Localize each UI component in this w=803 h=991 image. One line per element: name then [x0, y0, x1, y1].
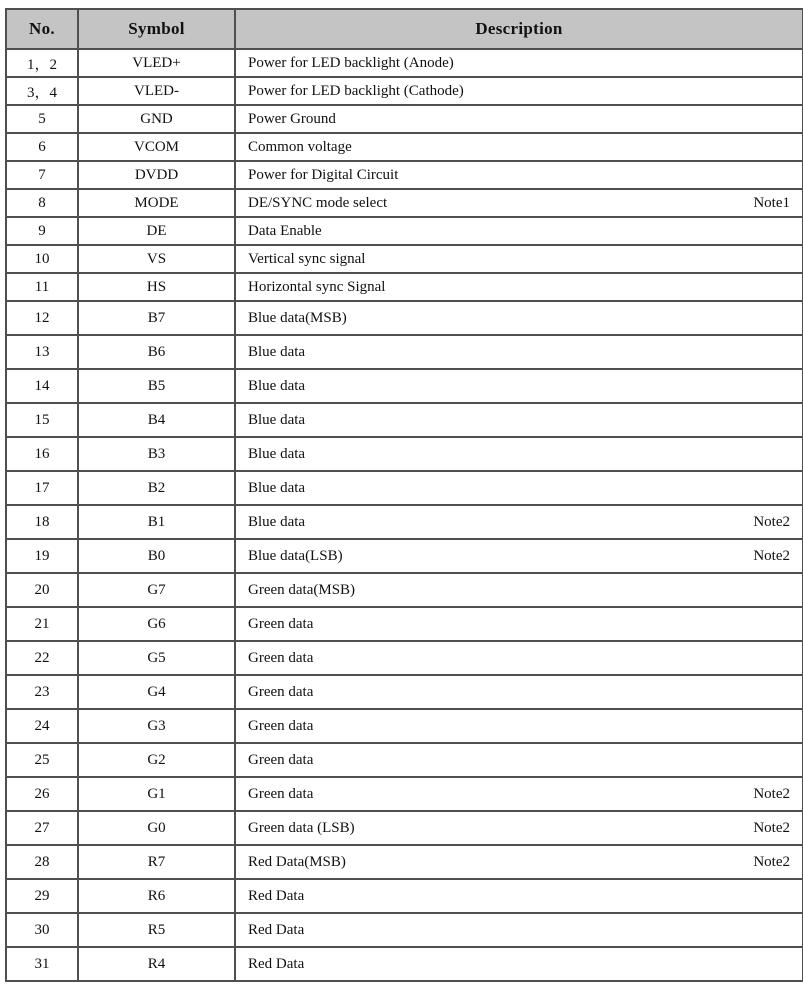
pin-description-text: Green data	[248, 649, 314, 666]
pin-note-reference: Note2	[753, 853, 790, 870]
cell-pin-symbol: HS	[78, 273, 235, 301]
pin-description-text: Red Data	[248, 955, 305, 972]
cell-pin-number: 3，4	[6, 77, 78, 105]
pin-description-text: Horizontal sync Signal	[248, 278, 386, 295]
cell-pin-number: 5	[6, 105, 78, 133]
cell-pin-number: 8	[6, 189, 78, 217]
cell-pin-description	[235, 301, 803, 335]
pin-note-reference: Note2	[753, 513, 790, 530]
cell-pin-number: 27	[6, 811, 78, 845]
cell-pin-number: 14	[6, 369, 78, 403]
table-row	[6, 403, 803, 437]
table-row	[6, 811, 803, 845]
table-row	[6, 607, 803, 641]
table-row	[6, 161, 803, 189]
cell-pin-description	[235, 105, 803, 133]
cell-pin-description	[235, 709, 803, 743]
cell-pin-number: 19	[6, 539, 78, 573]
pin-description-text: Data Enable	[248, 222, 322, 239]
cell-pin-description	[235, 133, 803, 161]
pin-description-text: Power for LED backlight (Anode)	[248, 54, 454, 71]
table-row	[6, 539, 803, 573]
pin-description-text: Green data (LSB)	[248, 819, 355, 836]
cell-pin-number: 22	[6, 641, 78, 675]
cell-pin-description	[235, 947, 803, 981]
table-row	[6, 437, 803, 471]
cell-pin-symbol: VLED+	[78, 49, 235, 77]
cell-pin-number: 17	[6, 471, 78, 505]
cell-pin-symbol: G6	[78, 607, 235, 641]
cell-pin-number: 28	[6, 845, 78, 879]
cell-pin-description	[235, 641, 803, 675]
table-row	[6, 273, 803, 301]
cell-pin-number: 20	[6, 573, 78, 607]
table-row	[6, 777, 803, 811]
cell-pin-symbol: B7	[78, 301, 235, 335]
table-body	[6, 49, 803, 981]
pin-description-text: Green data	[248, 751, 314, 768]
cell-pin-number: 24	[6, 709, 78, 743]
cell-pin-number: 30	[6, 913, 78, 947]
pin-description-text: Red Data(MSB)	[248, 853, 346, 870]
cell-pin-symbol: B2	[78, 471, 235, 505]
pin-note-reference: Note2	[753, 785, 790, 802]
cell-pin-symbol: DVDD	[78, 161, 235, 189]
table-row	[6, 77, 803, 105]
pin-description-text: DE/SYNC mode select	[248, 194, 388, 211]
pin-note-reference: Note2	[753, 819, 790, 836]
cell-pin-description	[235, 335, 803, 369]
cell-pin-description	[235, 743, 803, 777]
table-row	[6, 245, 803, 273]
cell-pin-symbol: VLED-	[78, 77, 235, 105]
pin-description-text: Common voltage	[248, 138, 352, 155]
cell-pin-description	[235, 879, 803, 913]
pin-description-text: Blue data	[248, 479, 306, 496]
cell-pin-number: 26	[6, 777, 78, 811]
table-row	[6, 743, 803, 777]
pin-description-text: Power Ground	[248, 110, 336, 127]
pin-description-text: Blue data	[248, 513, 306, 530]
cell-pin-symbol: R7	[78, 845, 235, 879]
cell-pin-description	[235, 811, 803, 845]
cell-pin-symbol: R6	[78, 879, 235, 913]
pin-description-text: Red Data	[248, 921, 305, 938]
pin-description-text: Blue data(MSB)	[248, 309, 347, 326]
cell-pin-number: 25	[6, 743, 78, 777]
cell-pin-symbol: B3	[78, 437, 235, 471]
pin-description-text: Green data(MSB)	[248, 581, 356, 598]
cell-pin-number: 31	[6, 947, 78, 981]
pin-description-text: Power for LED backlight (Cathode)	[248, 82, 464, 99]
cell-pin-symbol: G0	[78, 811, 235, 845]
cell-pin-description	[235, 845, 803, 879]
cell-pin-symbol: G3	[78, 709, 235, 743]
cell-pin-symbol: G5	[78, 641, 235, 675]
table-row	[6, 105, 803, 133]
cell-pin-symbol: B1	[78, 505, 235, 539]
cell-pin-description	[235, 245, 803, 273]
cell-pin-number: 23	[6, 675, 78, 709]
table-row	[6, 471, 803, 505]
cell-pin-number: 6	[6, 133, 78, 161]
pin-description-text: Blue data	[248, 411, 306, 428]
pin-description-text: Red Data	[248, 887, 305, 904]
cell-pin-number: 29	[6, 879, 78, 913]
table-row	[6, 675, 803, 709]
pin-description-text: Vertical sync signal	[248, 250, 366, 267]
cell-pin-description	[235, 217, 803, 245]
pin-description-text: Green data	[248, 717, 314, 734]
cell-pin-number: 18	[6, 505, 78, 539]
cell-pin-symbol: VS	[78, 245, 235, 273]
cell-pin-symbol: MODE	[78, 189, 235, 217]
cell-pin-number: 15	[6, 403, 78, 437]
table-row	[6, 335, 803, 369]
cell-pin-description	[235, 607, 803, 641]
pin-description-text: Power for Digital Circuit	[248, 166, 399, 183]
cell-pin-symbol: GND	[78, 105, 235, 133]
cell-pin-symbol: G4	[78, 675, 235, 709]
cell-pin-symbol: B6	[78, 335, 235, 369]
cell-pin-description	[235, 369, 803, 403]
table-row	[6, 879, 803, 913]
cell-pin-number: 1，2	[6, 49, 78, 77]
cell-pin-number: 10	[6, 245, 78, 273]
cell-pin-description	[235, 675, 803, 709]
cell-pin-description	[235, 913, 803, 947]
cell-pin-symbol: DE	[78, 217, 235, 245]
table-row	[6, 505, 803, 539]
cell-pin-number: 13	[6, 335, 78, 369]
table-row	[6, 301, 803, 335]
cell-pin-symbol: B5	[78, 369, 235, 403]
table-row	[6, 133, 803, 161]
pin-note-reference: Note1	[753, 194, 790, 211]
pin-description-text: Green data	[248, 683, 314, 700]
table-row	[6, 641, 803, 675]
cell-pin-number: 11	[6, 273, 78, 301]
table-header-row	[6, 9, 803, 49]
pin-note-reference: Note2	[753, 547, 790, 564]
cell-pin-symbol: R5	[78, 913, 235, 947]
table-row	[6, 369, 803, 403]
column-header-description: Description	[235, 9, 803, 49]
cell-pin-symbol: VCOM	[78, 133, 235, 161]
cell-pin-number: 7	[6, 161, 78, 189]
cell-pin-description	[235, 273, 803, 301]
table-row	[6, 845, 803, 879]
cell-pin-symbol: B4	[78, 403, 235, 437]
cell-pin-description	[235, 49, 803, 77]
table-row	[6, 709, 803, 743]
pin-description-text: Blue data(LSB)	[248, 547, 343, 564]
cell-pin-description	[235, 471, 803, 505]
pin-description-text: Green data	[248, 785, 314, 802]
cell-pin-number: 21	[6, 607, 78, 641]
cell-pin-description	[235, 777, 803, 811]
cell-pin-number: 9	[6, 217, 78, 245]
pin-description-text: Blue data	[248, 377, 306, 394]
cell-pin-description	[235, 573, 803, 607]
cell-pin-description	[235, 437, 803, 471]
cell-pin-number: 12	[6, 301, 78, 335]
pin-description-text: Blue data	[248, 445, 306, 462]
cell-pin-description	[235, 403, 803, 437]
pin-description-table	[5, 8, 803, 982]
table-row	[6, 913, 803, 947]
cell-pin-symbol: G1	[78, 777, 235, 811]
cell-pin-description	[235, 161, 803, 189]
table-row	[6, 189, 803, 217]
cell-pin-symbol: G7	[78, 573, 235, 607]
table-row	[6, 573, 803, 607]
table-row	[6, 947, 803, 981]
cell-pin-symbol: B0	[78, 539, 235, 573]
column-header-symbol: Symbol	[78, 9, 235, 49]
pin-description-text: Green data	[248, 615, 314, 632]
column-header-no: No.	[6, 9, 78, 49]
table-row	[6, 49, 803, 77]
cell-pin-description	[235, 77, 803, 105]
cell-pin-description	[235, 189, 803, 217]
cell-pin-symbol: R4	[78, 947, 235, 981]
table-row	[6, 217, 803, 245]
pin-description-text: Blue data	[248, 343, 306, 360]
cell-pin-description	[235, 505, 803, 539]
cell-pin-number: 16	[6, 437, 78, 471]
cell-pin-symbol: G2	[78, 743, 235, 777]
cell-pin-description	[235, 539, 803, 573]
